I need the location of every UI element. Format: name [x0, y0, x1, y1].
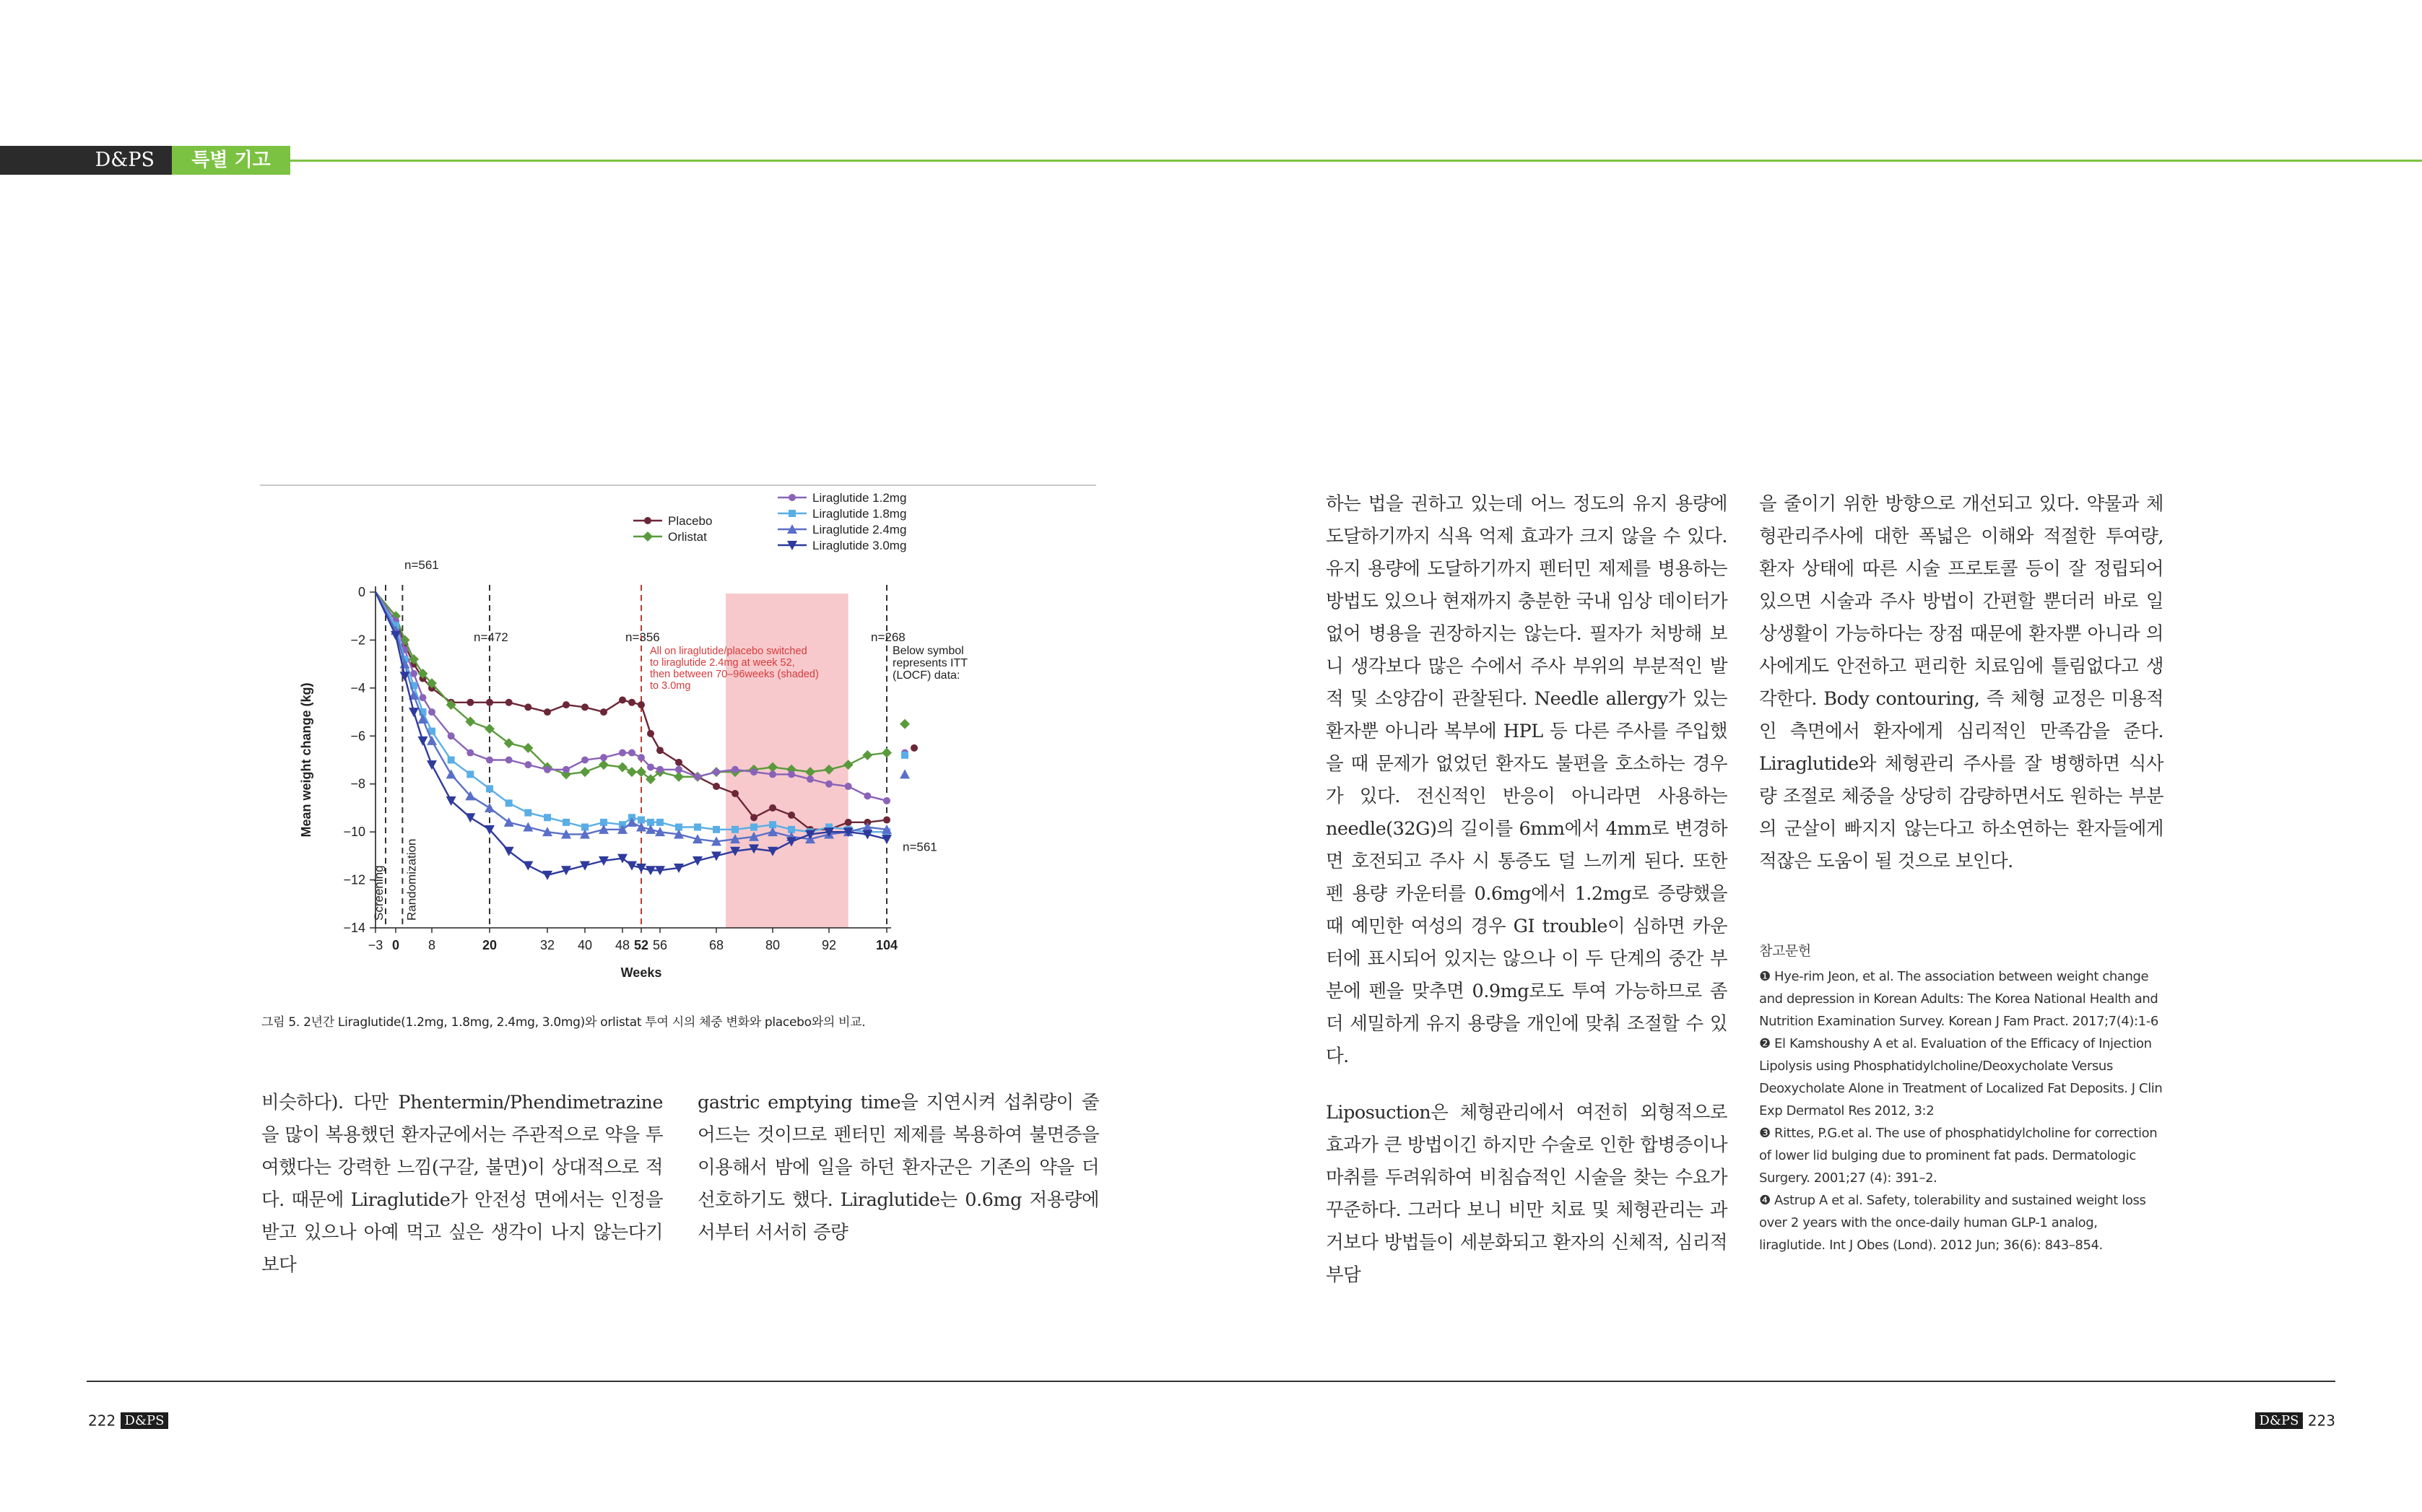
data-point [638, 701, 645, 708]
data-point [713, 783, 720, 790]
legend-label: Liraglutide 3.0mg [812, 539, 907, 552]
n-label: n=472 [474, 630, 508, 644]
itt-note-text: (LOCF) data: [893, 669, 960, 682]
x-tick-label: 104 [875, 938, 898, 952]
legend-label: Liraglutide 1.2mg [812, 491, 907, 505]
data-point [694, 773, 701, 781]
x-tick-label: 48 [615, 938, 630, 952]
x-tick-label: 0 [391, 938, 400, 952]
data-point [581, 703, 589, 711]
data-point [466, 750, 474, 757]
data-point [675, 759, 682, 766]
x-axis-label: Weeks [620, 965, 662, 980]
reference-item: ❸ Rittes, P.G.et al. The use of phosphatidylcholine for correction of lower lid bulging due to prominent fat pads. Dermatologic Surgery. 2001;27 (4): 391–2. [1759, 1126, 2158, 1186]
data-point [486, 785, 493, 792]
data-point [862, 750, 872, 760]
data-point [427, 760, 437, 770]
y-axis-label: Mean weight change (kg) [299, 682, 313, 838]
paragraph: 을 줄이기 위한 방향으로 개선되고 있다. 약물과 체형관리주사에 대한 폭넓은 이해와 적절한 투여량, 환자 상태에 따른 시술 프로토콜 등이 잘 정립되어 있으면 시술과 주사 방법이 간편할 뿐더러 바로 일상생활이 가능하다는 장점 때문에 환자뿐 아니라 의사에게도 안전하고 편리한 치료임에 틀림없다고 생각한다. Body contouring, 즉 체형 교정은 미용적인 측면에서 환자에게 심리적인 만족감을 준다. Liraglutide와 체형관리 주사를 잘 병행하면 식사량 조절로 체중을 상당히 감량하면서도 원하는 부분의 군살이 빠지지 않는다고 하소연하는 환자들에게 적잖은 도움이 될 것으로 보인다. [1759, 493, 2163, 872]
x-tick-label: 40 [577, 938, 593, 952]
references [1759, 940, 2163, 1256]
data-point [448, 732, 455, 739]
itt-note-text: represents ITT [893, 657, 968, 669]
itt-note-text: Below symbol [893, 645, 964, 657]
data-point [505, 757, 513, 764]
paragraph: 하는 법을 권하고 있는데 어느 정도의 유지 용량에 도달하기까지 식욕 억제 효과가 크지 않을 수 있다. 유지 용량에 도달하기까지 펜터민 제제를 병용하는 방법도 있으나 현재까지 충분한 국내 임상 데이터가 없어 병용을 권장하지는 않는다. 필자가 처방해 보니 생각보다 많은 수에서 주사 부위의 부분적인 발적 및 소양감이 관찰된다. Needle allergy가 있는 환자뿐 아니라 복부에 HPL 등 다른 주사를 주입했을 때 문제가 없었던 환자도 불편을 호소하는 경우가 있다. 전신적인 반응이 아니라면 사용하는 needle(32G)의 길이를 6mm에서 4mm로 변경하면 호전되고 주사 시 통증도 덜 느끼게 된다. 또한 펜 용량 카운터를 0.6mg에서 1.2mg로 증량했을 때 예민한 여성의 경우 GI trouble이 심하면 카운터에 표시되어 있지는 않으나 이 두 단계의 중간 부분에 펜을 맞추면 0.9mg로도 투여 가능하므로 좀 더 세밀하게 유지 용량을 개인에 맞춰 조절할 수 있다. [1326, 493, 1727, 1067]
data-point [882, 835, 892, 844]
data-point [619, 750, 626, 757]
paragraph: Liposuction은 체형관리에서 여전히 외형적으로 효과가 큰 방법이긴 하지만 수술로 인한 합병증이나 마취를 두려워하여 비침습적인 시술을 찾는 수요가 꾸준하다. 그러다 보니 비만 치료 및 체형관리는 과거보다 방법들이 세분화되고 환자의 신체적, 심리적 부담 [1326, 1102, 1727, 1286]
legend-label: Liraglutide 2.4mg [812, 523, 907, 536]
legend-label: Orlistat [668, 530, 707, 544]
data-point [599, 760, 609, 770]
text-column-1 [261, 1087, 663, 1282]
y-tick-label: −8 [350, 776, 365, 791]
data-point [524, 809, 531, 817]
references-title: 참고문헌 [1759, 943, 1811, 959]
legend-marker [789, 494, 796, 501]
reference-item: ❶ Hye-rim Jeon, et al. The association between weight change and depression in Korean Adults: The Korea National Health and Nutrition Examination Survey. Korean J Fam Pract. 2017;7(4):1-6 [1759, 969, 2158, 1029]
section-label: 특별 기고 [172, 146, 290, 175]
data-point [769, 804, 776, 812]
data-point [845, 783, 852, 790]
data-point [656, 766, 664, 773]
footer-rule [87, 1381, 2335, 1382]
figure-weight-change-chart [260, 491, 1098, 1011]
randomization-label: Randomization [404, 838, 419, 921]
data-point [628, 750, 635, 757]
legend-label: Placebo [668, 514, 713, 528]
footer-logo-left: D&PS [121, 1412, 169, 1429]
y-tick-label: −2 [350, 633, 365, 648]
legend-label: Liraglutide 1.8mg [812, 507, 907, 521]
data-point [600, 754, 607, 761]
data-point [563, 819, 570, 826]
data-point [647, 730, 654, 737]
section-header [0, 146, 2422, 175]
data-point [675, 766, 682, 773]
n-label: n=268 [871, 630, 906, 644]
data-point [466, 770, 474, 778]
data-point [505, 799, 513, 807]
data-point [544, 814, 551, 821]
switch-note-text: All on liraglutide/placebo switched [650, 646, 807, 657]
data-point [845, 819, 852, 826]
data-point [466, 699, 474, 706]
y-tick-label: 0 [357, 585, 365, 599]
data-point [628, 699, 635, 706]
data-point [882, 748, 892, 758]
itt-data-point [911, 744, 918, 752]
switch-note-text: then between 70–96weeks (shaded) [650, 669, 819, 680]
data-point [505, 699, 513, 706]
data-point [544, 708, 551, 716]
data-point [788, 770, 795, 778]
data-point [769, 770, 776, 778]
x-tick-label: 92 [821, 938, 837, 952]
data-point [864, 792, 871, 799]
x-tick-label: 68 [708, 938, 724, 952]
footer-left [88, 1411, 168, 1430]
data-point [428, 708, 435, 716]
n-label: n=356 [625, 630, 660, 644]
data-point [627, 767, 637, 777]
legend-marker [644, 517, 651, 524]
data-point [732, 766, 739, 773]
figure-caption: 그림 5. 2년간 Liraglutide(1.2mg, 1.8mg, 2.4mg, 3.0mg)와 orlistat 투여 시의 체중 변화와 placebo와의 비교. [261, 1015, 866, 1030]
data-point [750, 814, 758, 821]
legend-marker [789, 510, 796, 517]
text-column-2 [698, 1087, 1099, 1249]
data-point [693, 856, 703, 866]
y-tick-label: −10 [343, 825, 365, 840]
data-point [788, 812, 795, 819]
text-column-3 [1326, 488, 1727, 1292]
data-point [694, 824, 701, 831]
data-point [750, 824, 758, 831]
y-tick-label: −4 [350, 680, 365, 695]
data-point [619, 696, 626, 703]
x-tick-label: 56 [652, 938, 668, 952]
switch-note-text: to liraglutide 2.4mg at week 52, [650, 657, 795, 669]
paragraph: 비슷하다). 다만 Phentermin/Phendimetrazine을 많이 복용했던 환자군에서는 주관적으로 약을 투여했다는 강력한 느낌(구갈, 불면)이 상대적으로 적다. 때문에 Liraglutide가 안전성 면에서는 인정을 받고 있으나 아예 먹고 싶은 생각이 나지 않는다기보다 [261, 1092, 663, 1276]
chart-svg [260, 491, 1098, 1011]
data-point [825, 781, 833, 788]
data-point [581, 757, 589, 764]
data-point [563, 766, 570, 773]
itt-data-point [900, 719, 910, 729]
data-point [524, 761, 531, 768]
shaded-switch-region [726, 594, 848, 928]
header-rule [290, 160, 2422, 162]
journal-brand: D&PS [0, 146, 172, 175]
data-point [750, 768, 758, 775]
data-point [883, 817, 890, 824]
figure-top-rule [260, 485, 1096, 486]
screening-label: Screening [372, 865, 386, 921]
data-point [563, 701, 570, 708]
data-point [656, 747, 664, 754]
data-point [465, 813, 475, 822]
x-tick-label: 80 [765, 938, 781, 952]
data-point [448, 757, 455, 764]
data-point [486, 757, 493, 764]
x-tick-label: 8 [427, 938, 436, 952]
data-point [446, 769, 456, 778]
data-point [674, 772, 684, 782]
data-point [600, 708, 607, 716]
data-point [732, 826, 739, 833]
data-point [732, 790, 739, 797]
footer-right [2255, 1411, 2335, 1430]
page-number-right: 223 [2307, 1412, 2335, 1430]
itt-data-point [900, 769, 910, 778]
data-point [580, 767, 590, 777]
x-tick-label: 32 [539, 938, 555, 952]
data-point [883, 797, 890, 804]
data-point [713, 826, 720, 833]
paragraph: gastric emptying time을 지연시켜 섭취량이 줄어드는 것이므로 펜터민 제제를 복용하여 불면증을 이용해서 밤에 일을 하던 환자군은 기존의 약을 더 선호하기도 했다. Liraglutide는 0.6mg 저용량에서부터 서서히 증량 [698, 1092, 1099, 1243]
data-point [420, 694, 427, 701]
reference-item: ❹ Astrup A et al. Safety, tolerability and sustained weight loss over 2 years with the once-daily human GLP-1 analog, liraglutide. Int J Obes (Lond). 2012 Jun; 36(6): 843–854. [1759, 1193, 2146, 1253]
data-point [544, 766, 551, 773]
legend-marker [643, 531, 653, 542]
x-tick-label: 20 [482, 938, 498, 952]
y-tick-label: −14 [343, 921, 365, 935]
page-number-left: 222 [88, 1412, 116, 1430]
text-column-4 [1759, 488, 2163, 878]
x-tick-label: −3 [368, 938, 383, 952]
x-tick-label: 52 [633, 938, 649, 952]
data-point [807, 775, 814, 783]
n-label: n=561 [903, 840, 937, 854]
data-point [418, 737, 428, 746]
data-point [656, 819, 664, 826]
data-point [713, 768, 720, 775]
data-point [524, 703, 531, 711]
data-point [638, 754, 645, 761]
y-tick-label: −12 [343, 872, 365, 887]
data-point [486, 699, 493, 706]
data-point [409, 708, 419, 717]
data-point [617, 762, 628, 772]
data-point [542, 871, 552, 880]
reference-item: ❷ El Kamshoushy A et al. Evaluation of the Efficacy of Injection Lipolysis using Phosphatidylcholine/Deoxycholate Versus Deoxycholate Alone in Treatment of Localized Fat Deposits. J Clin Exp Dermatol Res 2012, 3:2 [1759, 1036, 2163, 1118]
data-point [647, 763, 654, 770]
n-label: n=561 [404, 558, 439, 572]
y-tick-label: −6 [350, 729, 365, 744]
footer-logo-right: D&PS [2255, 1412, 2304, 1429]
switch-note-text: to 3.0mg [650, 680, 691, 692]
data-point [523, 861, 533, 871]
data-point [485, 803, 495, 812]
itt-data-point [901, 752, 908, 759]
